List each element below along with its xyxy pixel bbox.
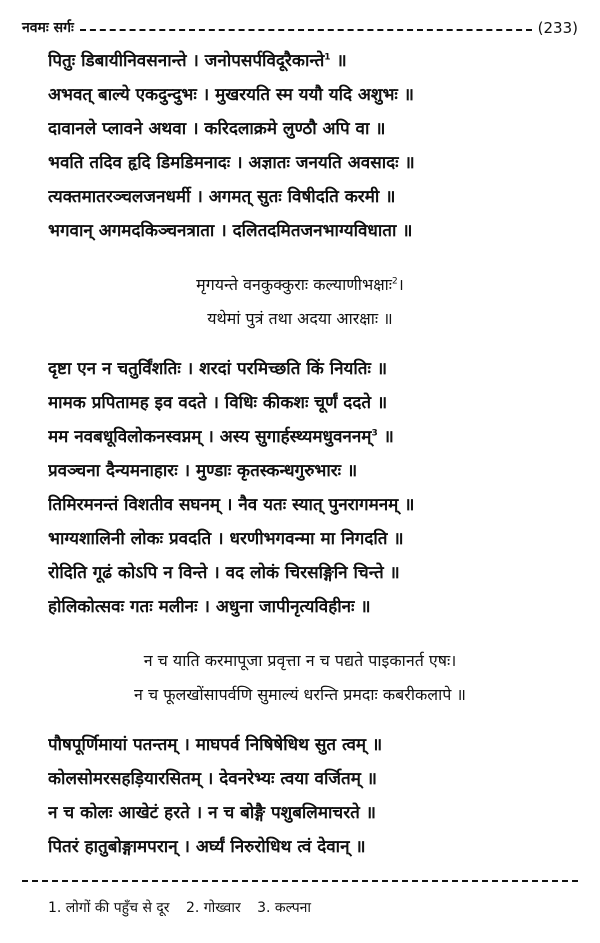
verse-line: मामक प्रपितामह इव वदते । विधिः कीकशः चूर्णं ददते ॥: [48, 393, 388, 413]
verse-line: होलिकोत्सवः गतः मलीनः । अधुना जापीनृत्यविहीनः ॥: [48, 597, 371, 617]
verse-1: [0, 268, 600, 336]
verse-line: पौषपूर्णिमायां पतन्तम् । माघपर्व निषिषेधिथ सुत त्वम् ॥: [48, 735, 383, 755]
verse-line: अभवत् बाल्ये एकदुन्दुभः । मुखरयति स्म ययौ यदि अशुभः ॥: [48, 85, 414, 105]
footnote-1: 1. लोगों की पहुँच से दूर: [48, 900, 170, 916]
footnote-divider: [22, 880, 578, 882]
verse-line: मम नवबधूविलोकनस्वप्नम् । अस्य सुगार्हस्थ्यमधुवननम्$^3$ ॥: [48, 427, 394, 447]
footnote-3: 3. कल्पना: [257, 900, 312, 916]
footnotes: [48, 898, 570, 917]
verse-line: भाग्यशालिनी लोकः प्रवदति । धरणीभगवन्मा मा निगदति ॥: [48, 529, 404, 549]
footnote-marker: 3: [371, 428, 378, 439]
verse-line: मृगयन्ते वनकुक्कुराः कल्याणीभक्षाः$^2$।: [196, 275, 404, 294]
verse-line: पितरं हातुबोङ्गामपरान् । अर्घ्यं निरुरोधिथ त्वं देवान् ॥: [48, 837, 366, 857]
header-divider: [80, 29, 532, 31]
verse-line: न च कोलः आखेटं हरते । न च बोङ्गै पशुबलिमाचरते ॥: [48, 803, 376, 823]
chapter-title: नवमः सर्गः: [22, 20, 74, 36]
verse-2: [0, 644, 600, 712]
verse-line: रोदिति गूढं कोऽपि न विन्ते । वद लोकं चिरसङ्गिनि चिन्ते ॥: [48, 563, 400, 583]
verse-line: यथेमां पुत्रं तथा अदया आरक्षाः ॥: [207, 309, 393, 328]
verse-line: पितुः डिबायीनिवसनान्ते । जनोपसर्पविदूरैकान्ते$^1$ ॥: [48, 51, 347, 71]
footnote-2: 2. गोख्वार: [185, 900, 241, 916]
page-number: (233): [537, 19, 578, 37]
verse-line: तिमिरमनन्तं विशतीव सघनम् । नैव यतः स्यात् पुनरागमनम् ॥: [48, 495, 415, 515]
footnote-marker: 2: [392, 276, 398, 287]
verse-line: कोलसोमरसहड़ियारसितम् । देवनरेभ्यः त्वया वर्जितम् ॥: [48, 769, 377, 789]
verse-line: प्रवञ्चना दैन्यमनाहारः । मुण्डाः कृतस्कन्धगुरुभारः ॥: [48, 461, 358, 481]
footnote-marker: 1: [324, 52, 331, 63]
verse-line: न च फूलखोंसापर्वणि सुमाल्यं धरन्ति प्रमदाः कबरीकलापे ॥: [133, 685, 467, 704]
verse-line: भगवान् अगमदकिञ्चनत्राता । दलितदमितजनभाग्यविधाता ॥: [48, 221, 413, 241]
verse-line: न च याति करमापूजा प्रवृत्ता न च पद्यते पाइकानर्त एषः।: [143, 651, 457, 670]
stanza-2: [48, 352, 570, 624]
stanza-1: [48, 44, 570, 248]
verse-line: भवति तदिव हृदि डिमडिमनादः । अज्ञातः जनयति अवसादः ॥: [48, 153, 415, 173]
stanza-3: [48, 728, 570, 864]
verse-line: दृष्टा एन न चतुर्विंशतिः । शरदां परमिच्छति किं नियतिः ॥: [48, 359, 388, 379]
verse-line: त्यक्तमातरञ्चलजनधर्मी । अगमत् सुतः विषीदति करमी ॥: [48, 187, 396, 207]
verse-line: दावानले प्लावने अथवा । करिदलाक्रमे लुण्ठौ अपि वा ॥: [48, 119, 386, 139]
page-header: [22, 10, 578, 36]
